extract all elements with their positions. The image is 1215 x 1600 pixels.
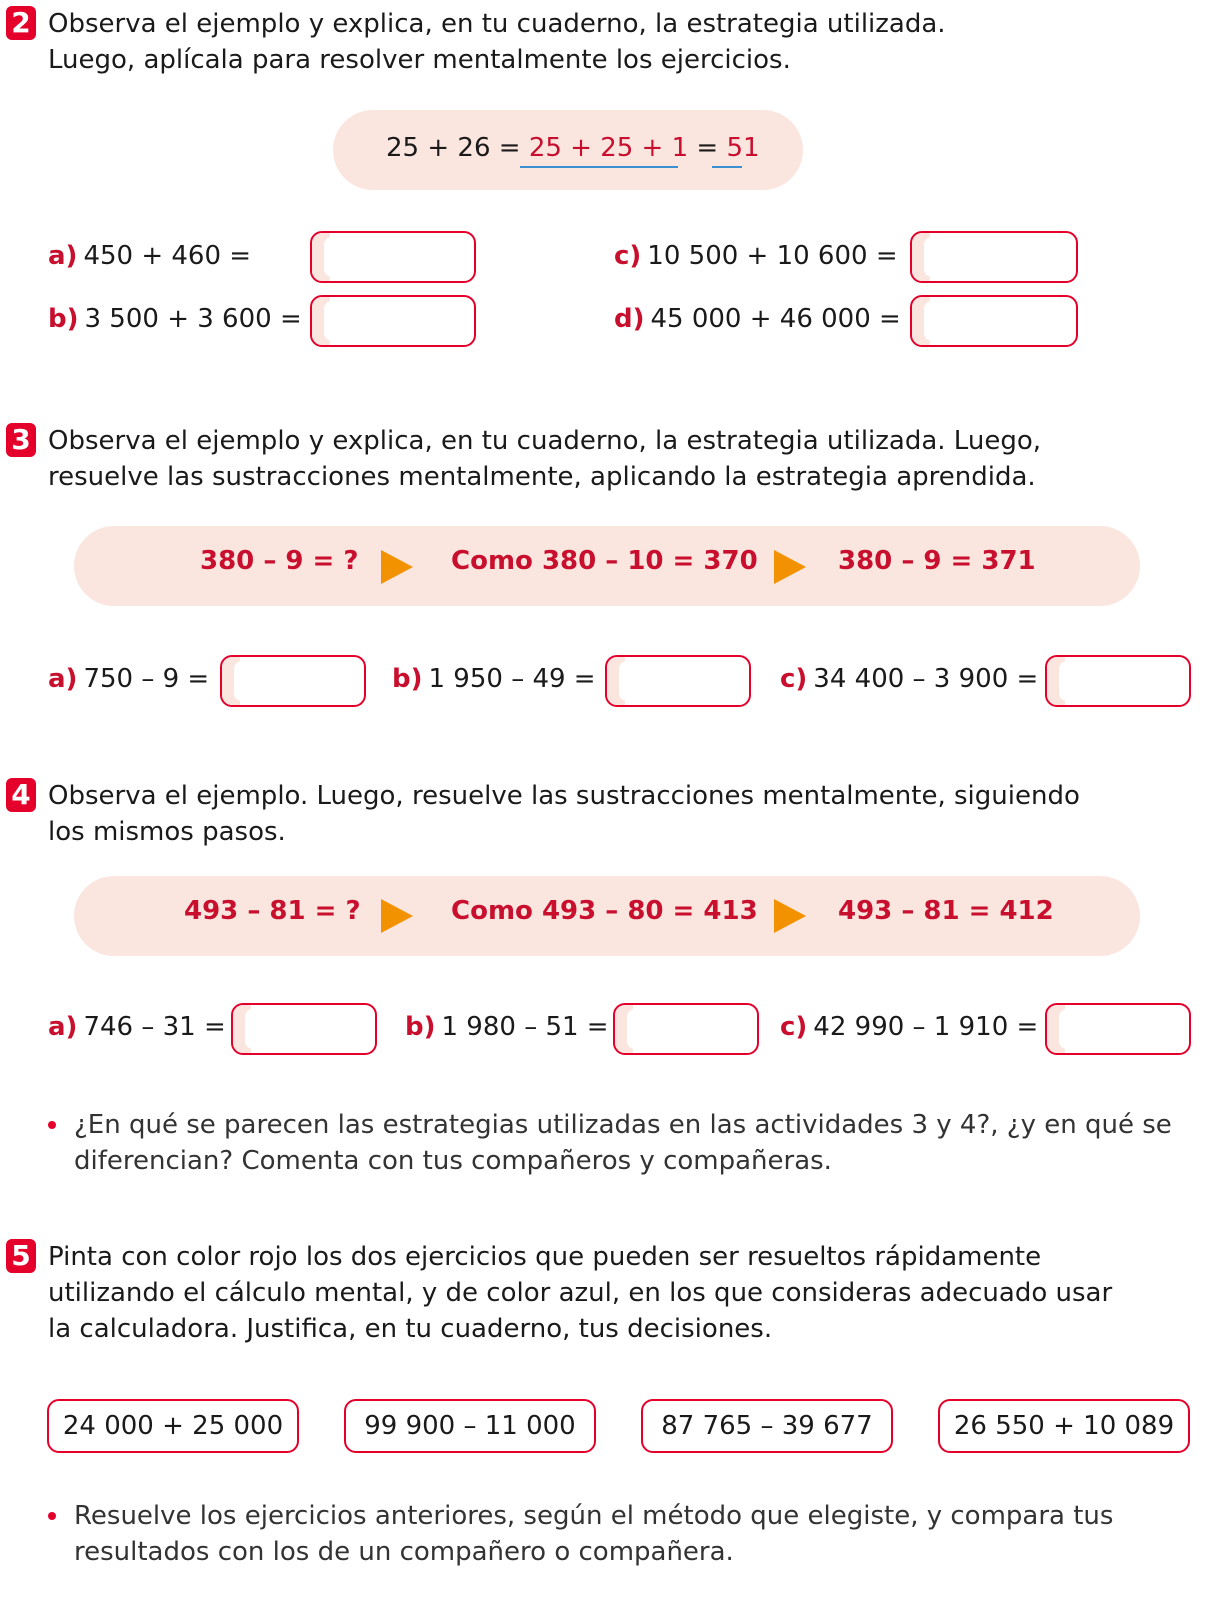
activity-4-exercise-a bbox=[48, 1009, 226, 1045]
activity-3-step-1: 380 – 9 = ? bbox=[200, 546, 359, 576]
activity-3-instruction-line2: resuelve las sustracciones mentalmente, aplicando la estrategia aprendida. bbox=[48, 462, 1036, 492]
activity-4-exercise-b bbox=[405, 1009, 609, 1045]
exercise-expression: 34 400 – 3 900 = bbox=[813, 664, 1039, 694]
activity-3-number: 3 bbox=[6, 423, 36, 457]
answer-box-4a[interactable] bbox=[231, 1003, 377, 1055]
activity-2-number: 2 bbox=[6, 6, 36, 40]
activity-4-number: 4 bbox=[6, 778, 36, 812]
exercise-label: c) bbox=[780, 664, 808, 694]
arrow-right-icon bbox=[774, 550, 806, 584]
activity-4-instruction-line1: Observa el ejemplo. Luego, resuelve las sustracciones mentalmente, siguiendo bbox=[48, 781, 1080, 811]
activity-5-task-line1: Resuelve los ejercicios anteriores, según el método que elegiste, y compara tus bbox=[74, 1501, 1114, 1531]
activity-3-step-3: 380 – 9 = 371 bbox=[838, 546, 1036, 576]
activity-5-task-line2: resultados con los de un compañero o compañera. bbox=[74, 1537, 734, 1567]
answer-box-4c[interactable] bbox=[1045, 1003, 1191, 1055]
answer-box-2a[interactable] bbox=[310, 231, 476, 283]
activity-4-question-line2: diferencian? Comenta con tus compañeros y compañeras. bbox=[74, 1146, 832, 1176]
arrow-right-icon bbox=[381, 899, 413, 933]
activity-3-step-2: Como 380 – 10 = 370 bbox=[451, 546, 758, 576]
exercise-label: b) bbox=[48, 304, 79, 334]
exercise-expression: 10 500 + 10 600 = bbox=[647, 241, 898, 271]
arrow-right-icon bbox=[381, 550, 413, 584]
example-underline-decomposition bbox=[520, 166, 678, 168]
activity-4-step-2: Como 493 – 80 = 413 bbox=[451, 896, 758, 926]
exercise-expression: 45 000 + 46 000 = bbox=[650, 304, 901, 334]
operation-box-2[interactable]: 99 900 – 11 000 bbox=[344, 1399, 596, 1453]
example-underline-result bbox=[712, 166, 742, 168]
answer-box-3b[interactable] bbox=[605, 655, 751, 707]
exercise-label: a) bbox=[48, 664, 78, 694]
activity-4-step-3: 493 – 81 = 412 bbox=[838, 896, 1054, 926]
activity-2-instruction-line1: Observa el ejemplo y explica, en tu cuaderno, la estrategia utilizada. bbox=[48, 9, 946, 39]
answer-box-2b[interactable] bbox=[310, 295, 476, 347]
activity-5-instruction-line1: Pinta con color rojo los dos ejercicios que pueden ser resueltos rápidamente bbox=[48, 1242, 1042, 1272]
answer-box-4b[interactable] bbox=[613, 1003, 759, 1055]
operation-box-3[interactable]: 87 765 – 39 677 bbox=[641, 1399, 893, 1453]
exercise-expression: 450 + 460 = bbox=[83, 241, 252, 271]
activity-2-exercise-c bbox=[614, 238, 898, 274]
activity-5-instruction-line2: utilizando el cálculo mental, y de color azul, en los que consideras adecuado usar bbox=[48, 1278, 1113, 1308]
activity-2-example bbox=[386, 130, 760, 166]
activity-2-exercise-a bbox=[48, 238, 251, 274]
exercise-expression: 1 980 – 51 = bbox=[441, 1012, 609, 1042]
exercise-label: c) bbox=[780, 1012, 808, 1042]
activity-3-exercise-b bbox=[392, 661, 596, 697]
answer-box-3c[interactable] bbox=[1045, 655, 1191, 707]
activity-2-exercise-b bbox=[48, 301, 302, 337]
activity-4-question-line1: ¿En qué se parecen las estrategias utilizadas en las actividades 3 y 4?, ¿y en qué se bbox=[74, 1110, 1172, 1140]
activity-4-step-1: 493 – 81 = ? bbox=[184, 896, 361, 926]
activity-5-number: 5 bbox=[6, 1239, 36, 1273]
activity-3-instruction-line1: Observa el ejemplo y explica, en tu cuaderno, la estrategia utilizada. Luego, bbox=[48, 426, 1041, 456]
example-equals: = bbox=[696, 133, 719, 163]
exercise-expression: 750 – 9 = bbox=[83, 664, 210, 694]
exercise-label: c) bbox=[614, 241, 642, 271]
arrow-right-icon bbox=[774, 899, 806, 933]
activity-2-exercise-d bbox=[614, 301, 901, 337]
operation-box-1[interactable]: 24 000 + 25 000 bbox=[47, 1399, 299, 1453]
exercise-label: d) bbox=[614, 304, 645, 334]
activity-3-exercise-c bbox=[780, 661, 1038, 697]
exercise-expression: 42 990 – 1 910 = bbox=[813, 1012, 1039, 1042]
answer-box-2c[interactable] bbox=[910, 231, 1078, 283]
exercise-label: b) bbox=[405, 1012, 436, 1042]
activity-5-instruction-line3: la calculadora. Justifica, en tu cuaderno, tus decisiones. bbox=[48, 1314, 773, 1344]
bullet-icon bbox=[48, 1512, 56, 1520]
example-result: 51 bbox=[726, 133, 760, 163]
answer-box-3a[interactable] bbox=[220, 655, 366, 707]
bullet-icon bbox=[48, 1121, 56, 1129]
exercise-label: a) bbox=[48, 241, 78, 271]
activity-4-instruction-line2: los mismos pasos. bbox=[48, 817, 286, 847]
example-lhs: 25 + 26 = bbox=[386, 133, 521, 163]
exercise-label: a) bbox=[48, 1012, 78, 1042]
exercise-label: b) bbox=[392, 664, 423, 694]
exercise-expression: 3 500 + 3 600 = bbox=[84, 304, 302, 334]
answer-box-2d[interactable] bbox=[910, 295, 1078, 347]
activity-4-exercise-c bbox=[780, 1009, 1038, 1045]
activity-3-exercise-a bbox=[48, 661, 209, 697]
activity-2-instruction-line2: Luego, aplícala para resolver mentalmente los ejercicios. bbox=[48, 45, 791, 75]
example-decomposition: 25 + 25 + 1 bbox=[528, 133, 689, 163]
exercise-expression: 746 – 31 = bbox=[83, 1012, 226, 1042]
exercise-expression: 1 950 – 49 = bbox=[428, 664, 596, 694]
operation-box-4[interactable]: 26 550 + 10 089 bbox=[938, 1399, 1190, 1453]
